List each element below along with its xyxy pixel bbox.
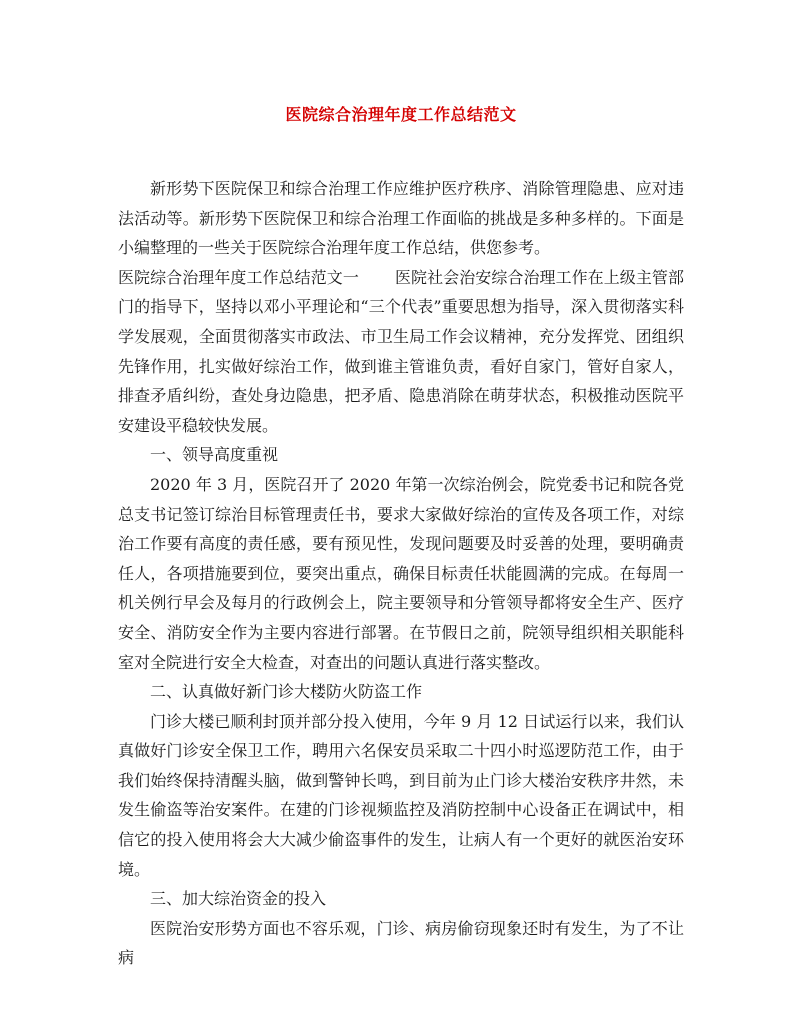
- section-1-heading: 一、领导高度重视: [150, 445, 279, 465]
- section-2-body: 门诊大楼已顺利封顶并部分投入使用，今年 9 月 12 日试运行以来，我们认真做好门诊安全保卫工作，聘用六名保安员采取二十四小时巡逻防范工作，由于我们始终保持清醒头脑，做到警钟长鸣，到目前为止门诊大楼治安秩序井然，未发生偷盗等治安案件。在建的门诊视频监控及消防控制中心设备正在调试中，相信它的投入使用将会大大减少偷盗事件的发生，让病人有一个更好的就医治安环境。: [118, 711, 684, 879]
- sample-intro: 医院社会治安综合治理工作在上级主管部门的指导下，坚持以邓小平理论和“三个代表”重要思想为指导，深入贯彻落实科学发展观，全面贯彻落实市政法、市卫生局工作会议精神，充分发挥党、团组织先锋作用，扎实做好综治工作，做到谁主管谁负责，看好自家门，管好自家人，排查矛盾纠纷，查处身边隐患，把矛盾、隐患消除在萌芽状态，积极推动医院平安建设平稳较快发展。: [118, 267, 684, 435]
- sample-paragraph: [118, 263, 684, 441]
- document-title: 医院综合治理年度工作总结范文: [285, 105, 517, 124]
- section-1-body: 2020 年 3 月，医院召开了 2020 年第一次综治例会，院党委书记和院各党总支书记签订综治目标管理责任书，要求大家做好综治的宣传及各项工作，对综治工作要有高度的责任感，要有预见性，发现问题要及时妥善的处理，要明确责任人，各项措施要到位，要突出重点，确保目标责任状能圆满的完成。在每周一机关例行早会及每月的行政例会上，院主要领导和分管领导都将安全生产、医疗安全、消防安全作为主要内容进行部署。在节假日之前，院领导组织相关职能科室对全院进行安全大检查，对查出的问题认真进行落实整改。: [118, 474, 684, 672]
- section-2-heading: 二、认真做好新门诊大楼防火防盗工作: [150, 682, 423, 702]
- sample-label: 医院综合治理年度工作总结范文一: [118, 267, 359, 287]
- section-3-heading: 三、加大综治资金的投入: [150, 889, 327, 909]
- intro-paragraph: 新形势下医院保卫和综合治理工作应维护医疗秩序、消除管理隐患、应对违法活动等。新形势下医院保卫和综合治理工作面临的挑战是多种多样的。下面是小编整理的一些关于医院综合治理年度工作总结，供您参考。: [118, 179, 684, 258]
- document-page: [118, 100, 684, 973]
- section-3-body: 医院治安形势方面也不容乐观，门诊、病房偷窃现象还时有发生，为了不让病: [118, 918, 684, 968]
